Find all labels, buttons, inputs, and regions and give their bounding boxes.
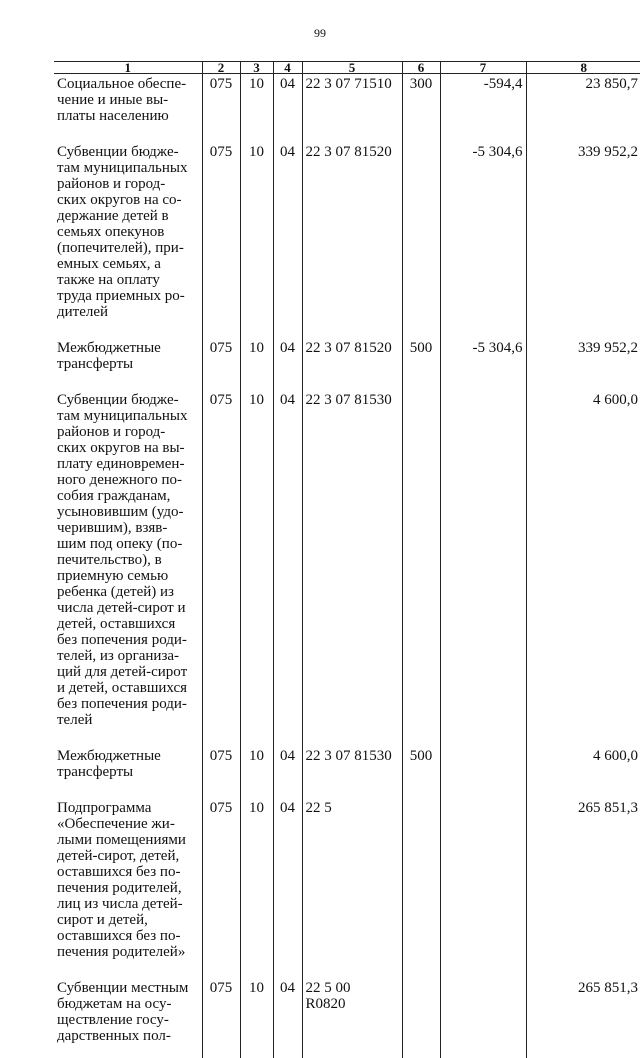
row-change-cell: -594,4 bbox=[440, 74, 526, 143]
table-row bbox=[54, 798, 640, 978]
column-header-rz: 3 bbox=[240, 62, 273, 74]
row-pr-cell: 04 bbox=[273, 978, 302, 1058]
row-rz-cell: 10 bbox=[240, 978, 273, 1058]
row-csr-cell: 22 5 00 R0820 bbox=[302, 978, 402, 1058]
row-total-cell: 339 952,2 bbox=[578, 340, 638, 356]
row-pr-cell: 04 bbox=[273, 390, 302, 746]
row-vr-cell bbox=[402, 142, 440, 338]
row-gr-cell: 075 bbox=[202, 978, 240, 1058]
table-row bbox=[54, 390, 640, 746]
header-row bbox=[54, 62, 640, 74]
row-name-cell bbox=[54, 798, 202, 978]
table-row bbox=[54, 338, 640, 390]
row-name-cell bbox=[54, 978, 202, 1058]
row-name-cell bbox=[54, 338, 202, 390]
row-total-cell: 339 952,2 bbox=[578, 144, 638, 160]
row-total-cell: 4 600,0 bbox=[593, 392, 638, 408]
row-name-cell bbox=[54, 746, 202, 798]
row-total-cell: 4 600,0 bbox=[593, 748, 638, 764]
row-vr-cell: 500 bbox=[402, 746, 440, 798]
row-name-cell bbox=[54, 390, 202, 746]
row-name-cell bbox=[54, 74, 202, 143]
row-gr-cell: 075 bbox=[202, 338, 240, 390]
row-csr-cell: 22 3 07 81520 bbox=[302, 338, 402, 390]
table-row bbox=[54, 746, 640, 798]
row-name-text: Субвенции бюдже- там муниципальных районов и город- ских округов на вы- плату единовремен- ного денежного по- собия гражданам, усыновившим (удо- черившим), взяв- шим под опеку (по- печительство), в приемную семью ребенка (детей) из числа детей-сирот и детей, оставшихся без попечения роди- телей, из организа- ций для детей-сирот и детей, оставшихся без попечения роди- телей bbox=[57, 392, 188, 728]
row-vr-cell bbox=[402, 798, 440, 978]
row-csr-cell: 22 3 07 71510 bbox=[302, 74, 402, 143]
row-total-cell: 265 851,3 bbox=[578, 980, 638, 996]
row-pr-cell: 04 bbox=[273, 746, 302, 798]
row-change-cell bbox=[440, 390, 526, 746]
table-row bbox=[54, 978, 640, 1058]
row-csr-cell: 22 3 07 81520 bbox=[302, 142, 402, 338]
row-name-cell bbox=[54, 142, 202, 338]
row-pr-cell: 04 bbox=[273, 74, 302, 143]
table-row bbox=[54, 142, 640, 338]
row-total-cell: 23 850,7 bbox=[585, 76, 638, 92]
row-change-cell bbox=[440, 798, 526, 978]
row-pr-cell: 04 bbox=[273, 338, 302, 390]
column-header-csr: 5 bbox=[302, 62, 402, 74]
row-csr-cell: 22 5 bbox=[302, 798, 402, 978]
row-rz-cell: 10 bbox=[240, 74, 273, 143]
row-vr-cell: 500 bbox=[402, 338, 440, 390]
budget-table bbox=[54, 61, 640, 1058]
row-rz-cell: 10 bbox=[240, 798, 273, 978]
table-row bbox=[54, 74, 640, 143]
row-change-cell: -5 304,6 bbox=[440, 338, 526, 390]
page-number: 99 bbox=[314, 26, 326, 40]
row-change-cell: -5 304,6 bbox=[440, 142, 526, 338]
row-name-text: Межбюджетные трансферты bbox=[57, 748, 161, 780]
row-change-cell bbox=[440, 978, 526, 1058]
column-header-total: 8 bbox=[526, 62, 640, 74]
row-gr-cell: 075 bbox=[202, 142, 240, 338]
row-rz-cell: 10 bbox=[240, 142, 273, 338]
row-csr-cell: 22 3 07 81530 bbox=[302, 390, 402, 746]
row-name-text: Субвенции бюдже- там муниципальных районов и город- ских округов на со- держание детей в семьях опекунов (попечителей), при- емных семьях, а также на оплату труда приемных ро- дителей bbox=[57, 144, 188, 320]
row-name-text: Социальное обеспе- чение и иные вы- платы населению bbox=[57, 76, 187, 124]
column-header-pr: 4 bbox=[273, 62, 302, 74]
row-pr-cell: 04 bbox=[273, 142, 302, 338]
column-header-vr: 6 bbox=[402, 62, 440, 74]
row-gr-cell: 075 bbox=[202, 798, 240, 978]
column-header-gr: 2 bbox=[202, 62, 240, 74]
row-gr-cell: 075 bbox=[202, 746, 240, 798]
row-name-text: Подпрограмма «Обеспечение жи- лыми помещениями детей-сирот, детей, оставшихся без по- печения родителей, лиц из числа детей- сирот и детей, оставшихся без по- печения родителей» bbox=[57, 800, 186, 960]
row-name-text: Субвенции местным бюджетам на осу- ществление госу- дарственных пол- bbox=[57, 980, 189, 1044]
row-gr-cell: 075 bbox=[202, 390, 240, 746]
row-vr-cell bbox=[402, 978, 440, 1058]
row-name-text: Межбюджетные трансферты bbox=[57, 340, 161, 372]
row-rz-cell: 10 bbox=[240, 390, 273, 746]
column-header-name: 1 bbox=[54, 62, 202, 74]
column-header-change: 7 bbox=[440, 62, 526, 74]
row-rz-cell: 10 bbox=[240, 338, 273, 390]
row-rz-cell: 10 bbox=[240, 746, 273, 798]
row-total-cell: 265 851,3 bbox=[578, 800, 638, 816]
row-pr-cell: 04 bbox=[273, 798, 302, 978]
row-vr-cell: 300 bbox=[402, 74, 440, 143]
row-gr-cell: 075 bbox=[202, 74, 240, 143]
row-vr-cell bbox=[402, 390, 440, 746]
row-csr-cell: 22 3 07 81530 bbox=[302, 746, 402, 798]
row-change-cell bbox=[440, 746, 526, 798]
